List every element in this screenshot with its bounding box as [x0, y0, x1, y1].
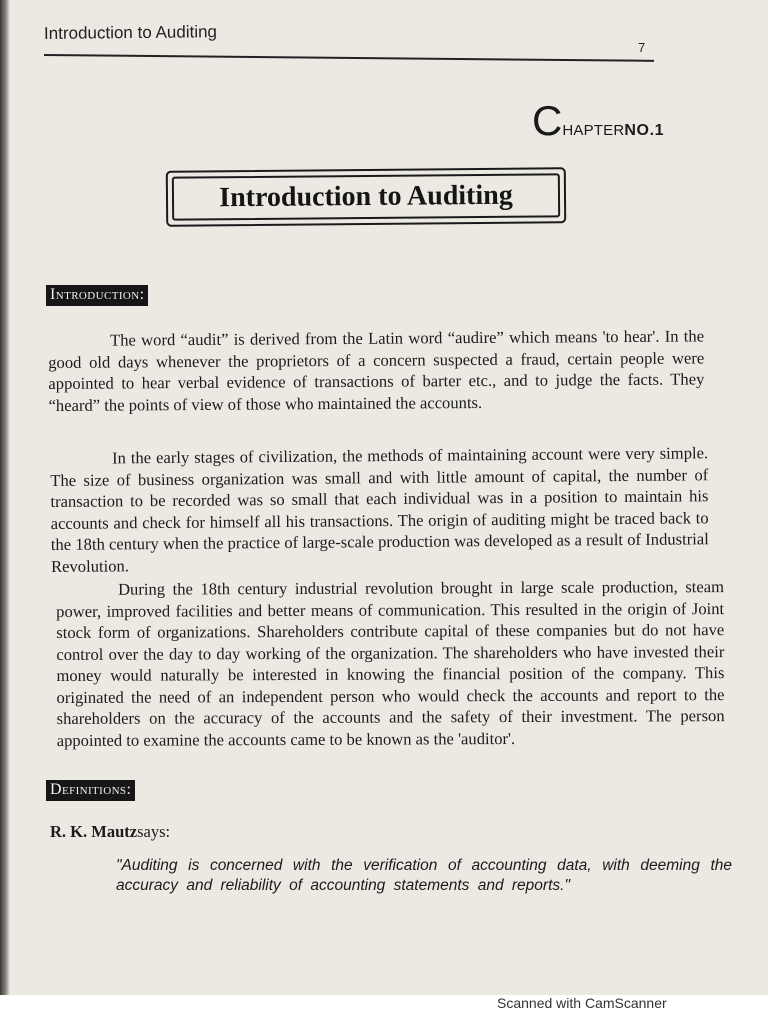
introduction-heading: Introduction: [46, 285, 148, 306]
chapter-number: NO.1 [624, 122, 665, 139]
chapter-initial: C [532, 97, 563, 144]
definitions-heading: Definitions: [46, 780, 135, 801]
chapter-title-inner-frame [172, 173, 560, 220]
definition-quote: "Auditing is concerned with the verification of accounting data, with deeming the accuracy and reliability of accounting statements and reports." [116, 857, 732, 894]
page-binding-shadow [0, 0, 10, 995]
chapter-title: Introduction to Auditing [219, 179, 513, 214]
attribution-verb: says: [137, 822, 171, 841]
chapter-label [532, 97, 664, 145]
intro-paragraph-3: During the 18th century industrial revolution brought in large scale production, steam power, improved facilities and better means of communication. This resulted in the origin of Joint stock form of organizations. Shareholders contribute capital of these companies but do not have control over the day to day working of the organization. The shareholders who have invested their money would naturally be interested in knowing the financial position of the company. This originated the need of an independent person who would check the accounts and report to the shareholders on the accuracy of the accounts and the safety of their investment. The person appointed to examine the accounts came to be known as the 'auditor'. [56, 577, 725, 750]
intro-paragraph-1: The word “audit” is derived from the Latin word “audire” which means 'to hear'. In the good old days whenever the proprietors of a concern suspected a fraud, certain people were appointed to hear verbal evidence of transactions of barter etc., and to judge the facts. They “heard” the points of view of those who maintained the accounts. [48, 326, 705, 415]
chapter-title-frame [166, 167, 566, 226]
camscanner-watermark: Scanned with CamScanner [497, 995, 667, 1011]
chapter-word: HAPTER [562, 122, 625, 139]
running-header-title: Introduction to Auditing [43, 22, 218, 43]
definition-attribution [50, 822, 170, 842]
page-number: 7 [638, 40, 646, 55]
header-rule [44, 54, 654, 62]
author-name: R. K. Mautz [50, 822, 138, 841]
intro-paragraph-2: In the early stages of civilization, the methods of maintaining account were very simple. The size of business organization was small and with little amount of capital, the number of transaction to be recorded was so small that each individual was in a position to maintain his accounts and check for himself all his transactions. The origin of auditing might be traced back to the 18th century when the practice of large-scale production was developed as a result of Industrial Revolution. [50, 443, 709, 576]
